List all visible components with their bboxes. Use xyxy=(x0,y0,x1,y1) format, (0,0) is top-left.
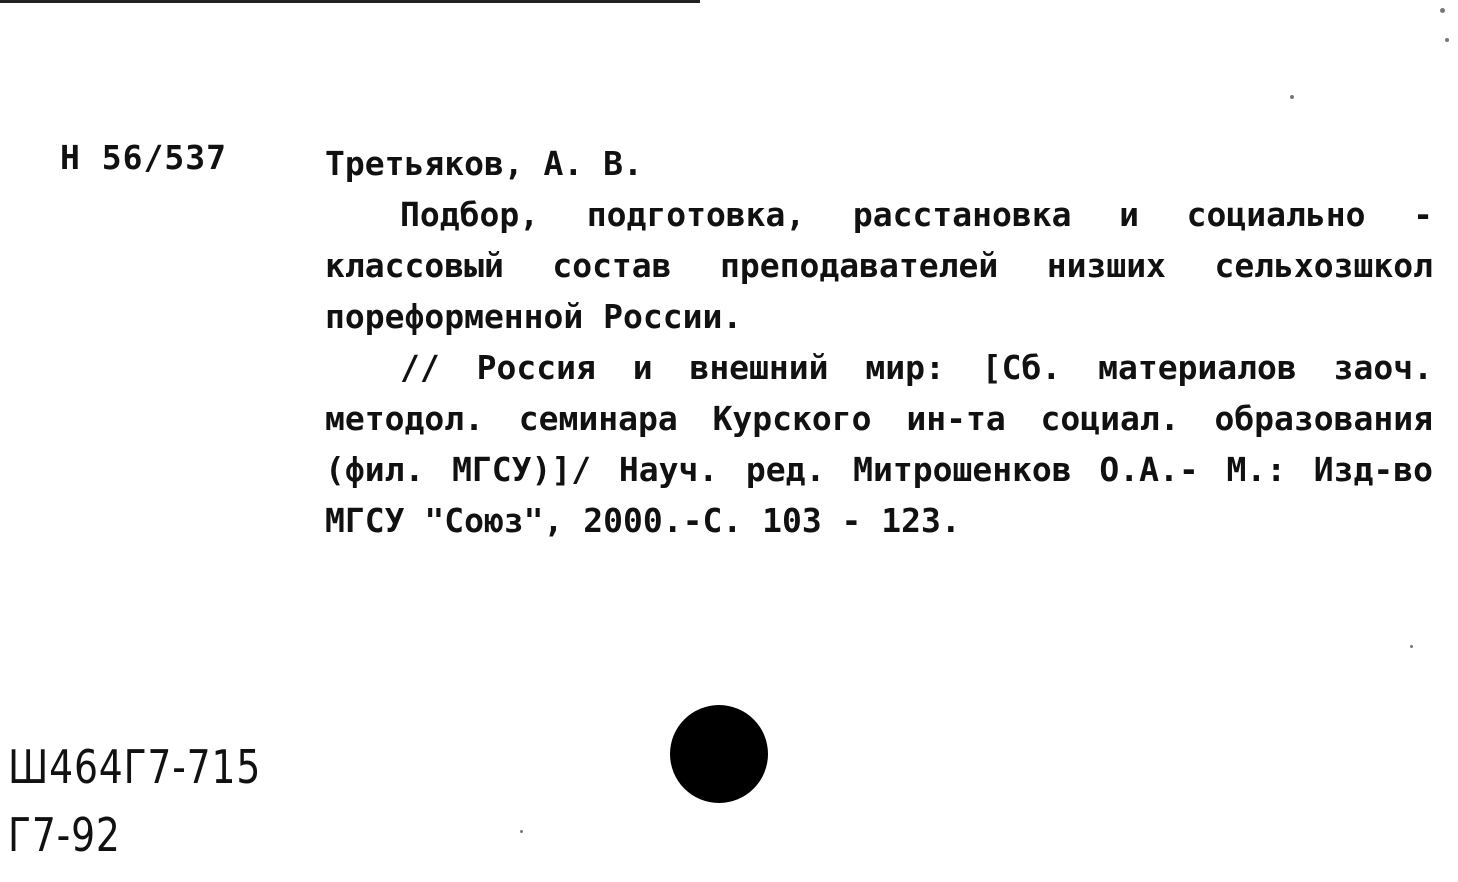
source-citation: // Россия и внешний мир: [Сб. материалов заоч. методол. семинара Курского ин-та социал. образования (фил. МГСУ)]/ Науч. ред. Митрошенков О.А.- М.: Изд-во МГСУ "Союз", 2000.-С. 103 - 123. xyxy=(325,348,1433,540)
scan-speck xyxy=(520,830,523,833)
handwritten-classification-code: Ш464Г7-715 xyxy=(8,740,262,794)
shelfmark: Н 56/537 xyxy=(60,138,227,177)
top-edge-line xyxy=(0,0,700,3)
scan-speck xyxy=(1440,8,1445,13)
scan-speck xyxy=(1410,645,1413,648)
bibliographic-entry xyxy=(325,138,1433,546)
scan-speck xyxy=(1445,38,1449,42)
punch-hole xyxy=(670,705,768,803)
title: Подбор, подготовка, расстановка и социально - классовый состав преподавателей низших сельхозшкол пореформенной России. xyxy=(325,195,1433,336)
author: Третьяков, А. В. xyxy=(325,144,643,183)
handwritten-classification-subcode: Г7-92 xyxy=(8,808,121,862)
scan-speck xyxy=(1290,95,1294,99)
